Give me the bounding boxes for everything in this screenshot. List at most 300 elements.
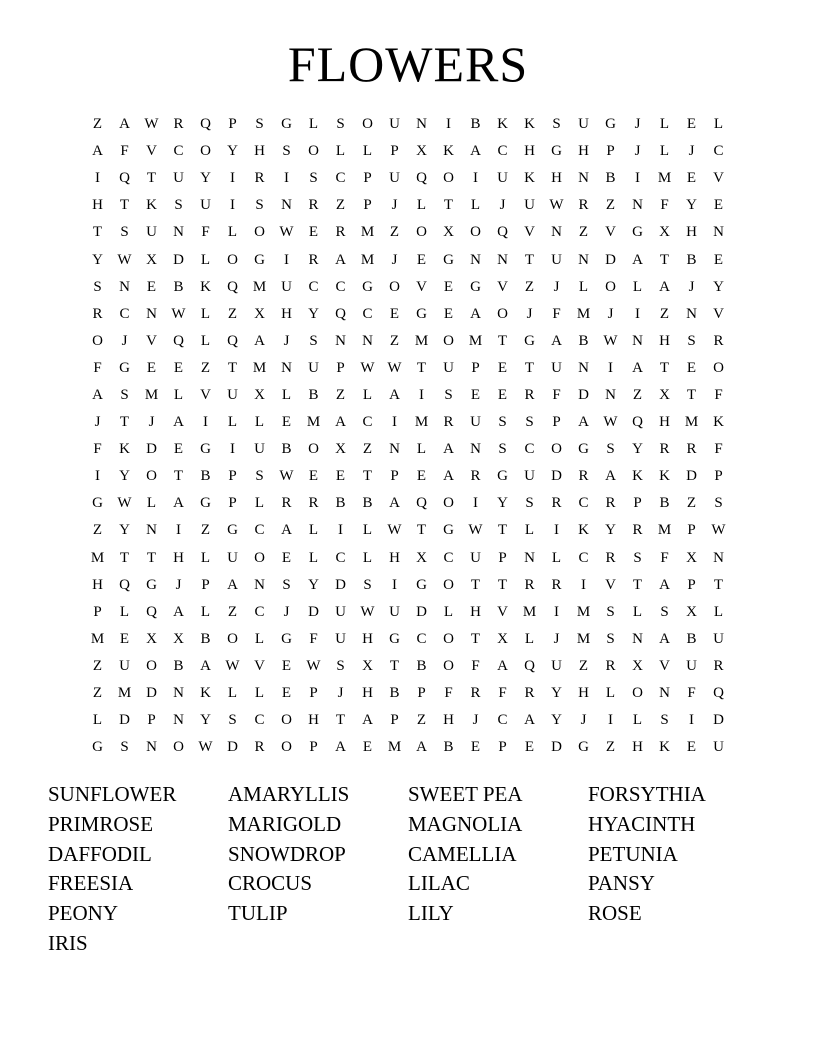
grid-letter: H	[308, 712, 319, 729]
grid-letter: B	[416, 657, 427, 674]
grid-letter: U	[227, 549, 238, 566]
grid-letter: K	[443, 143, 454, 160]
grid-letter: N	[281, 359, 292, 376]
grid-letter: A	[578, 414, 589, 431]
grid-letter: M	[360, 251, 375, 268]
grid-letter: J	[526, 305, 533, 322]
grid-letter: A	[173, 495, 184, 512]
grid-letter: D	[308, 603, 319, 620]
grid-letter: H	[524, 143, 535, 160]
grid-letter: A	[335, 251, 346, 268]
grid-letter: Q	[497, 224, 508, 241]
grid-letter: Q	[632, 414, 643, 431]
grid-row	[84, 355, 732, 382]
grid-letter: X	[632, 657, 643, 674]
grid-letter: T	[713, 576, 724, 593]
grid-letter: U	[470, 549, 481, 566]
grid-letter: F	[93, 359, 102, 376]
grid-letter: U	[173, 170, 184, 187]
grid-letter: C	[308, 278, 319, 295]
grid-letter: D	[416, 603, 427, 620]
grid-letter: A	[335, 739, 346, 756]
grid-letter: Z	[335, 386, 346, 403]
grid-letter: Z	[389, 224, 400, 241]
grid-letter: T	[470, 576, 481, 593]
grid-letter: T	[146, 549, 157, 566]
grid-letter: T	[389, 657, 400, 674]
grid-letter: N	[686, 305, 697, 322]
grid-letter: G	[605, 116, 616, 133]
grid-row	[84, 111, 732, 138]
grid-letter: P	[498, 549, 507, 566]
grid-letter: U	[146, 224, 157, 241]
grid-letter: R	[713, 657, 724, 674]
grid-letter: H	[686, 224, 697, 241]
grid-letter: S	[255, 468, 264, 485]
grid-letter: L	[173, 386, 184, 403]
grid-letter: N	[146, 739, 157, 756]
grid-letter: L	[227, 224, 238, 241]
grid-letter: A	[605, 468, 616, 485]
grid-letter: K	[146, 197, 157, 214]
grid-letter: E	[524, 739, 535, 756]
grid-letter: L	[254, 630, 265, 647]
grid-letter: L	[308, 116, 319, 133]
grid-letter: U	[470, 414, 481, 431]
grid-letter: X	[686, 603, 697, 620]
grid-letter: R	[659, 441, 670, 458]
grid-letter: V	[416, 278, 427, 295]
grid-letter: Q	[227, 332, 238, 349]
grid-letter: S	[498, 414, 507, 431]
grid-letter: T	[173, 468, 184, 485]
grid-letter: F	[93, 441, 102, 458]
grid-letter: G	[281, 116, 292, 133]
grid-letter: N	[173, 685, 184, 702]
grid-letter: S	[633, 549, 642, 566]
grid-letter: E	[146, 278, 157, 295]
grid-letter: W	[279, 468, 294, 485]
grid-letter: W	[306, 657, 321, 674]
grid-row	[84, 680, 732, 707]
grid-letter: X	[497, 630, 508, 647]
grid-row	[84, 328, 732, 355]
grid-letter: Q	[200, 116, 211, 133]
grid-letter: K	[200, 278, 211, 295]
grid-letter: E	[470, 386, 481, 403]
grid-letter: T	[227, 359, 238, 376]
grid-letter: U	[578, 116, 589, 133]
grid-letter: H	[362, 685, 373, 702]
puzzle-title: FLOWERS	[287, 36, 529, 92]
grid-letter: S	[174, 197, 183, 214]
grid-letter: Z	[335, 197, 346, 214]
grid-letter: P	[471, 359, 480, 376]
grid-letter: L	[524, 630, 535, 647]
grid-letter: T	[524, 251, 535, 268]
grid-letter: L	[227, 414, 238, 431]
grid-letter: R	[470, 685, 481, 702]
grid-letter: N	[470, 441, 481, 458]
grid-row	[84, 274, 732, 301]
grid-letter: J	[499, 197, 506, 214]
grid-letter: E	[308, 468, 319, 485]
grid-letter: V	[146, 143, 157, 160]
grid-letter: L	[578, 278, 589, 295]
grid-letter: R	[524, 685, 535, 702]
grid-letter: J	[337, 685, 344, 702]
grid-letter: A	[443, 441, 454, 458]
grid-row	[84, 734, 732, 761]
grid-letter: C	[119, 305, 130, 322]
grid-letter: T	[497, 576, 508, 593]
grid-letter: W	[360, 359, 375, 376]
grid-letter: U	[686, 657, 697, 674]
grid-letter: J	[580, 712, 587, 729]
grid-letter: F	[309, 630, 318, 647]
grid-letter: C	[416, 630, 427, 647]
grid-letter: T	[416, 522, 427, 539]
grid-letter: F	[714, 386, 723, 403]
grid-letter: O	[605, 278, 616, 295]
grid-letter: J	[634, 143, 641, 160]
grid-row	[84, 490, 732, 517]
grid-letter: S	[606, 603, 615, 620]
grid-letter: M	[657, 170, 672, 187]
grid-letter: X	[146, 251, 157, 268]
grid-letter: J	[283, 603, 290, 620]
word-list-item: PRIMROSE	[48, 811, 154, 836]
grid-letter: G	[254, 251, 265, 268]
grid-letter: C	[497, 712, 508, 729]
grid-letter: S	[282, 143, 291, 160]
grid-letter: F	[201, 224, 210, 241]
grid-letter: M	[657, 522, 672, 539]
grid-letter: M	[144, 386, 159, 403]
grid-letter: E	[281, 414, 292, 431]
word-column	[588, 780, 768, 929]
grid-letter: W	[144, 116, 159, 133]
grid-letter: M	[117, 685, 132, 702]
grid-letter: P	[606, 143, 615, 160]
grid-letter: F	[660, 197, 669, 214]
grid-letter: F	[552, 305, 561, 322]
grid-letter: X	[416, 143, 427, 160]
grid-letter: E	[335, 468, 346, 485]
grid-letter: N	[146, 305, 157, 322]
grid-letter: G	[92, 739, 103, 756]
grid-letter: O	[497, 305, 508, 322]
grid-letter: W	[387, 522, 402, 539]
grid-letter: J	[391, 251, 398, 268]
grid-letter: E	[497, 386, 508, 403]
grid-letter: E	[173, 359, 184, 376]
grid-letter: X	[173, 630, 184, 647]
grid-letter: C	[254, 603, 265, 620]
grid-letter: V	[497, 603, 508, 620]
grid-letter: I	[689, 712, 694, 729]
grid-row	[84, 246, 732, 273]
grid-letter: J	[175, 576, 182, 593]
grid-letter: T	[416, 359, 427, 376]
grid-letter: B	[362, 495, 373, 512]
grid-letter: L	[632, 278, 643, 295]
grid-letter: O	[443, 170, 454, 187]
grid-letter: Z	[605, 739, 616, 756]
grid-letter: M	[576, 603, 591, 620]
grid-letter: L	[200, 251, 211, 268]
grid-letter: H	[578, 685, 589, 702]
grid-letter: T	[659, 251, 670, 268]
grid-letter: U	[389, 116, 400, 133]
grid-letter: L	[659, 116, 670, 133]
grid-letter: H	[281, 305, 292, 322]
grid-letter: K	[713, 414, 724, 431]
grid-letter: A	[173, 603, 184, 620]
grid-letter: R	[605, 495, 616, 512]
grid-letter: G	[632, 224, 643, 241]
grid-letter: E	[686, 359, 697, 376]
grid-letter: I	[284, 251, 289, 268]
grid-letter: O	[443, 657, 454, 674]
grid-letter: G	[470, 278, 481, 295]
grid-letter: M	[414, 414, 429, 431]
letter-grid	[84, 111, 732, 761]
grid-letter: J	[121, 332, 128, 349]
grid-letter: Z	[92, 116, 103, 133]
grid-letter: I	[608, 712, 613, 729]
grid-letter: Z	[659, 305, 670, 322]
grid-letter: R	[254, 170, 265, 187]
grid-letter: G	[524, 332, 535, 349]
grid-letter: M	[90, 630, 105, 647]
grid-letter: U	[497, 170, 508, 187]
word-list-item: PETUNIA	[588, 841, 678, 866]
grid-letter: R	[308, 251, 319, 268]
grid-letter: A	[281, 522, 292, 539]
grid-letter: E	[686, 739, 697, 756]
grid-letter: L	[200, 332, 211, 349]
grid-letter: Z	[578, 224, 589, 241]
grid-letter: H	[92, 576, 103, 593]
grid-letter: H	[551, 170, 562, 187]
grid-letter: U	[200, 197, 211, 214]
grid-letter: B	[470, 116, 481, 133]
grid-letter: W	[117, 495, 132, 512]
grid-letter: A	[92, 386, 103, 403]
grid-letter: P	[390, 712, 399, 729]
grid-letter: C	[335, 170, 346, 187]
grid-letter: J	[472, 712, 479, 729]
grid-letter: A	[335, 414, 346, 431]
grid-letter: L	[416, 197, 427, 214]
grid-letter: O	[146, 468, 157, 485]
grid-letter: P	[552, 414, 561, 431]
grid-letter: O	[92, 332, 103, 349]
grid-row	[84, 707, 732, 734]
grid-letter: I	[230, 441, 235, 458]
word-list-item: CAMELLIA	[408, 841, 517, 866]
grid-letter: G	[497, 468, 508, 485]
grid-letter: I	[392, 414, 397, 431]
grid-letter: W	[468, 522, 483, 539]
grid-letter: Q	[416, 495, 427, 512]
grid-letter: N	[416, 116, 427, 133]
grid-letter: D	[605, 251, 616, 268]
grid-letter: R	[713, 332, 724, 349]
grid-letter: P	[390, 143, 399, 160]
grid-letter: Y	[200, 712, 211, 729]
grid-letter: Q	[173, 332, 184, 349]
grid-letter: I	[446, 116, 451, 133]
grid-letter: K	[524, 170, 535, 187]
grid-letter: O	[227, 630, 238, 647]
grid-letter: S	[120, 739, 129, 756]
grid-letter: E	[146, 359, 157, 376]
grid-letter: Z	[632, 386, 643, 403]
grid-letter: P	[417, 685, 426, 702]
grid-letter: V	[605, 224, 616, 241]
grid-letter: C	[497, 143, 508, 160]
grid-letter: A	[389, 386, 400, 403]
word-list-item: SUNFLOWER	[48, 782, 177, 806]
grid-letter: S	[525, 414, 534, 431]
grid-letter: G	[578, 441, 589, 458]
grid-letter: O	[173, 739, 184, 756]
grid-letter: N	[632, 332, 643, 349]
grid-letter: E	[281, 685, 292, 702]
grid-letter: R	[308, 495, 319, 512]
grid-letter: B	[605, 170, 616, 187]
grid-letter: A	[524, 712, 535, 729]
grid-letter: S	[120, 386, 129, 403]
grid-letter: A	[632, 359, 643, 376]
grid-letter: X	[416, 549, 427, 566]
grid-letter: E	[416, 468, 427, 485]
grid-letter: B	[335, 495, 346, 512]
grid-letter: A	[362, 712, 373, 729]
grid-row	[84, 436, 732, 463]
grid-letter: B	[281, 441, 292, 458]
grid-letter: G	[551, 143, 562, 160]
grid-letter: N	[335, 332, 346, 349]
grid-letter: R	[605, 657, 616, 674]
grid-letter: N	[146, 522, 157, 539]
grid-letter: A	[200, 657, 211, 674]
grid-letter: Q	[416, 170, 427, 187]
grid-letter: A	[632, 251, 643, 268]
grid-letter: A	[227, 576, 238, 593]
grid-letter: G	[443, 251, 454, 268]
grid-letter: A	[443, 468, 454, 485]
grid-letter: P	[228, 495, 237, 512]
grid-letter: O	[254, 549, 265, 566]
grid-letter: O	[443, 495, 454, 512]
grid-letter: U	[227, 386, 238, 403]
grid-letter: I	[176, 522, 181, 539]
grid-letter: D	[551, 739, 562, 756]
grid-letter: I	[392, 576, 397, 593]
grid-letter: N	[119, 278, 130, 295]
grid-letter: M	[576, 305, 591, 322]
grid-letter: H	[443, 712, 454, 729]
grid-letter: Y	[308, 576, 319, 593]
grid-row	[84, 599, 732, 626]
grid-letter: D	[146, 685, 157, 702]
grid-letter: I	[554, 603, 559, 620]
grid-letter: E	[416, 251, 427, 268]
word-list-item: MARIGOLD	[228, 811, 342, 836]
grid-letter: P	[363, 170, 372, 187]
grid-letter: H	[632, 739, 643, 756]
grid-letter: J	[634, 116, 641, 133]
grid-letter: W	[171, 305, 186, 322]
grid-letter: W	[603, 414, 618, 431]
grid-letter: B	[173, 657, 184, 674]
grid-letter: K	[119, 441, 130, 458]
grid-letter: L	[632, 712, 643, 729]
grid-letter: M	[468, 332, 483, 349]
grid-letter: Z	[362, 441, 373, 458]
grid-letter: H	[173, 549, 184, 566]
grid-letter: L	[362, 549, 373, 566]
grid-letter: C	[443, 549, 454, 566]
grid-letter: G	[362, 278, 373, 295]
grid-letter: O	[308, 441, 319, 458]
grid-letter: S	[336, 116, 345, 133]
grid-letter: L	[659, 143, 670, 160]
grid-row	[84, 192, 732, 219]
grid-letter: Y	[119, 468, 130, 485]
grid-letter: F	[444, 685, 453, 702]
grid-letter: M	[522, 603, 537, 620]
grid-letter: E	[362, 739, 373, 756]
grid-letter: Y	[632, 441, 643, 458]
grid-letter: U	[335, 603, 346, 620]
grid-letter: K	[578, 522, 589, 539]
grid-letter: B	[578, 332, 589, 349]
grid-letter: X	[659, 386, 670, 403]
grid-letter: P	[390, 468, 399, 485]
grid-letter: L	[92, 712, 103, 729]
grid-letter: F	[687, 685, 696, 702]
grid-letter: B	[686, 630, 697, 647]
grid-letter: P	[336, 359, 345, 376]
grid-letter: S	[606, 630, 615, 647]
grid-letter: I	[203, 414, 208, 431]
grid-letter: S	[687, 332, 696, 349]
grid-row	[84, 626, 732, 653]
grid-letter: E	[443, 278, 454, 295]
grid-letter: S	[660, 603, 669, 620]
grid-letter: Q	[713, 685, 724, 702]
grid-letter: T	[497, 332, 508, 349]
grid-letter: B	[173, 278, 184, 295]
grid-letter: E	[497, 359, 508, 376]
grid-letter: Y	[713, 278, 724, 295]
grid-letter: C	[254, 712, 265, 729]
grid-letter: Y	[308, 305, 319, 322]
grid-letter: S	[255, 197, 264, 214]
grid-letter: N	[578, 170, 589, 187]
grid-letter: K	[200, 685, 211, 702]
grid-letter: D	[578, 386, 589, 403]
grid-letter: P	[93, 603, 102, 620]
grid-letter: A	[497, 657, 508, 674]
grid-letter: G	[416, 305, 427, 322]
grid-letter: T	[470, 630, 481, 647]
grid-letter: V	[146, 332, 157, 349]
